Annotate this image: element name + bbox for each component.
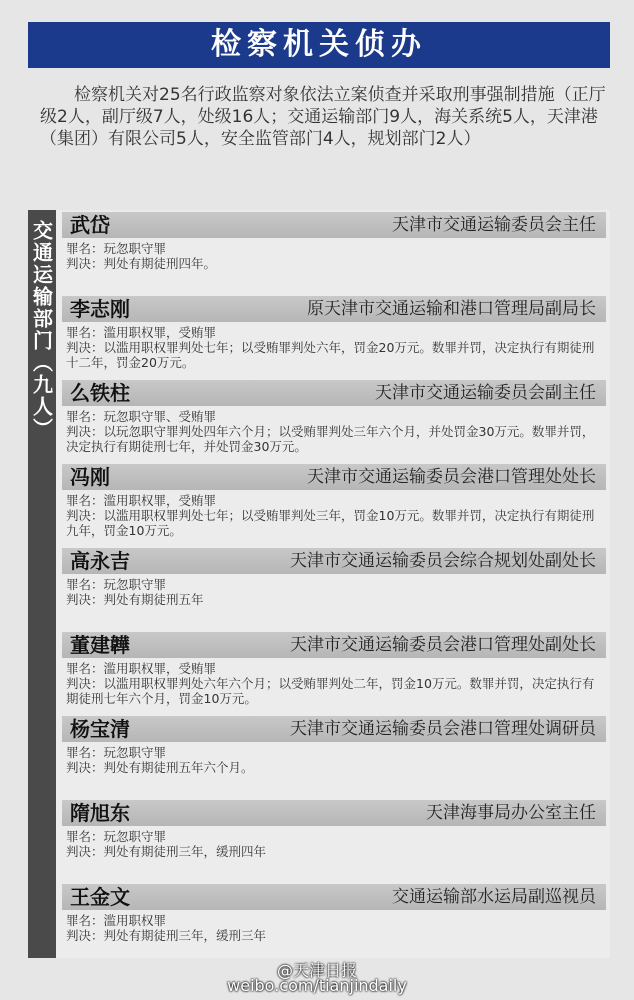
person-verdict: 判决：以滥用职权罪判处七年；以受贿罪判处六年，罚金20万元。数罪并罚，决定执行有期徒刑十二年，罚金20万元。 — [66, 340, 595, 370]
person-name-bar — [62, 380, 606, 406]
person-title: 天津市交通运输委员会港口管理处调研员 — [290, 719, 596, 739]
person-title: 天津海事局办公室主任 — [426, 803, 596, 823]
person-card — [62, 716, 606, 775]
person-title: 交通运输部水运局副巡视员 — [392, 887, 596, 907]
person-crime: 罪名：玩忽职守罪、受贿罪 — [66, 409, 217, 424]
person-name-bar — [62, 800, 606, 826]
person-title: 天津市交通运输委员会副主任 — [375, 383, 596, 403]
person-verdict: 判决：判处有期徒刑三年，缓刑三年 — [66, 928, 267, 943]
section-side-bar — [28, 210, 56, 958]
footer — [0, 958, 634, 1000]
person-verdict: 判决：判处有期徒刑四年。 — [66, 256, 217, 271]
person-verdict: 判决：以滥用职权罪判处七年；以受贿罪判处三年，罚金10万元。数罪并罚，决定执行有期徒刑九年，罚金10万元。 — [66, 508, 595, 538]
person-crime: 罪名：滥用职权罪 — [66, 913, 167, 928]
person-crime: 罪名：玩忽职守罪 — [66, 577, 167, 592]
person-name: 李志刚 — [70, 297, 130, 321]
person-verdict: 判决：判处有期徒刑五年六个月。 — [66, 760, 254, 775]
person-name-bar — [62, 548, 606, 574]
source-credit: @天津日报 — [276, 961, 357, 980]
person-crime: 罪名：玩忽职守罪 — [66, 241, 167, 256]
person-card — [62, 548, 606, 607]
person-name-bar — [62, 296, 606, 322]
person-verdict: 判决：以滥用职权罪判处六年六个月；以受贿罪判处二年，罚金10万元。数罪并罚，决定执行有期徒刑七年六个月，罚金10万元。 — [66, 676, 595, 706]
person-crime: 罪名：玩忽职守罪 — [66, 745, 167, 760]
person-crime: 罪名：滥用职权罪，受贿罪 — [66, 325, 217, 340]
person-name-bar — [62, 464, 606, 490]
person-name: 武岱 — [70, 213, 110, 237]
personnel-panel — [28, 210, 610, 958]
person-verdict: 判决：判处有期徒刑三年，缓刑四年 — [66, 844, 267, 859]
person-card — [62, 800, 606, 859]
source-url: weibo.com/tianjindaily — [227, 976, 407, 995]
person-name: 么铁柱 — [70, 381, 130, 405]
intro-text: 检察机关对25名行政监察对象依法立案侦查并采取刑事强制措施（正厅级2人，副厅级7人，处级16人；交通运输部门9人，海关系统5人，天津港（集团）有限公司5人，安全监管部门4人，规划部门2人） — [40, 85, 606, 149]
person-card — [62, 212, 606, 271]
person-verdict: 判决：判处有期徒刑五年 — [66, 592, 204, 607]
person-card — [62, 884, 606, 943]
person-verdict: 判决：以玩忽职守罪判处四年六个月；以受贿罪判处三年六个月，并处罚金30万元。数罪并罚，决定执行有期徒刑七年，并处罚金30万元。 — [66, 424, 595, 454]
person-title: 天津市交通运输委员会港口管理处副处长 — [290, 635, 596, 655]
person-card — [62, 380, 606, 454]
person-name: 高永吉 — [70, 549, 130, 573]
person-crime: 罪名：滥用职权罪，受贿罪 — [66, 493, 217, 508]
person-name: 冯刚 — [70, 465, 110, 489]
person-name-bar — [62, 716, 606, 742]
person-crime: 罪名：玩忽职守罪 — [66, 829, 167, 844]
person-card — [62, 464, 606, 538]
person-name-bar — [62, 632, 606, 658]
person-name: 隋旭东 — [70, 801, 130, 825]
person-title: 天津市交通运输委员会港口管理处处长 — [307, 467, 596, 487]
person-title: 原天津市交通运输和港口管理局副局长 — [307, 299, 596, 319]
page-title: 检察机关侦办 — [28, 22, 610, 68]
person-title: 天津市交通运输委员会综合规划处副处长 — [290, 551, 596, 571]
person-name: 王金文 — [70, 885, 130, 909]
person-name: 董建韡 — [70, 633, 130, 657]
person-card — [62, 632, 606, 706]
person-card — [62, 296, 606, 370]
person-crime: 罪名：滥用职权罪，受贿罪 — [66, 661, 217, 676]
person-name-bar — [62, 884, 606, 910]
person-name: 杨宝清 — [70, 717, 130, 741]
section-label: 交通运输部门（九人） — [29, 220, 54, 440]
person-title: 天津市交通运输委员会主任 — [392, 215, 596, 235]
person-name-bar — [62, 212, 606, 238]
